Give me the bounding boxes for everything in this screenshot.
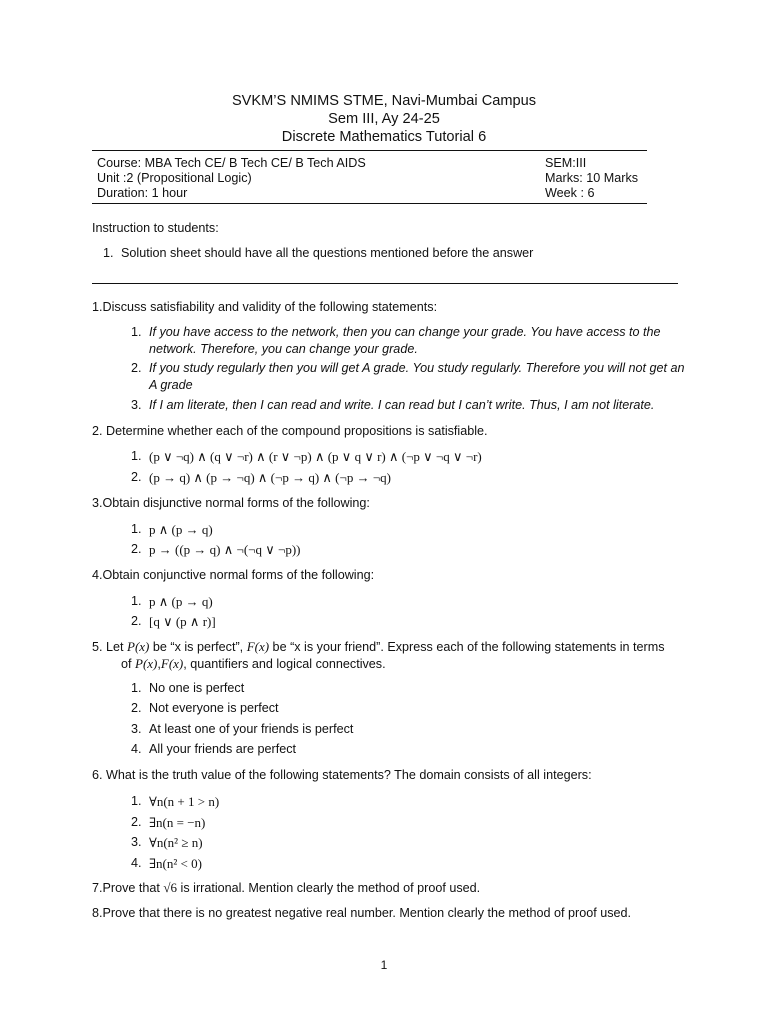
page-number: 1 — [380, 958, 388, 972]
info-course: Course: MBA Tech CE/ B Tech CE/ B Tech AIDS — [97, 156, 366, 170]
list-number: 2. — [131, 815, 142, 829]
statement-text: Not everyone is perfect — [149, 701, 279, 715]
question-2: 2. Determine whether each of the compound propositions is satisfiable. — [92, 424, 488, 438]
question-3: 3.Obtain disjunctive normal forms of the following: — [92, 496, 370, 510]
header-top-rule — [92, 150, 647, 151]
list-number: 2. — [131, 470, 142, 484]
instruction-number: 1. — [103, 246, 114, 260]
statement-text: No one is perfect — [149, 681, 245, 695]
formula: ∀n(n² ≥ n) — [149, 835, 203, 850]
info-marks: Marks: 10 Marks — [545, 171, 639, 185]
question-5: 5. Let P(x) be “x is perfect”, F(x) be “x is your friend”. Express each of the following statements in terms — [92, 639, 665, 654]
document-title-institute: SVKM’S NMIMS STME, Navi-Mumbai Campus — [231, 93, 537, 109]
list-number: 2. — [131, 701, 142, 715]
document-title-tutorial: Discrete Mathematics Tutorial 6 — [281, 129, 487, 145]
question-7: 7.Prove that √6 is irrational. Mention clearly the method of proof used. — [92, 880, 481, 895]
formula: ∀n(n + 1 > n) — [149, 794, 220, 809]
formula: p → ((p → q) ∧ ¬(¬q ∨ ¬p)) — [149, 542, 301, 557]
info-week: Week : 6 — [545, 186, 595, 200]
list-number: 2. — [131, 614, 142, 628]
statement-text: All your friends are perfect — [149, 742, 296, 756]
question-8: 8.Prove that there is no greatest negative real number. Mention clearly the method of proof used. — [92, 906, 632, 920]
list-number: 1. — [131, 681, 142, 695]
list-number: 1. — [131, 522, 142, 536]
list-number: 3. — [131, 398, 142, 412]
list-number: 3. — [131, 835, 142, 849]
instructions-heading: Instruction to students: — [92, 221, 219, 235]
question-1: 1.Discuss satisfiability and validity of the following statements: — [92, 300, 438, 314]
statement-text: At least one of your friends is perfect — [149, 722, 354, 736]
document-title-semester: Sem III, Ay 24-25 — [328, 111, 440, 127]
question-6: 6. What is the truth value of the following statements? The domain consists of all integers: — [92, 768, 592, 782]
info-sem: SEM:III — [545, 156, 587, 170]
info-duration: Duration: 1 hour — [97, 186, 188, 200]
formula: p ∧ (p → q) — [149, 522, 213, 537]
list-number: 1. — [131, 449, 142, 463]
formula: (p ∨ ¬q) ∧ (q ∨ ¬r) ∧ (r ∨ ¬p) ∧ (p ∨ q ∨ r) ∧ (¬p ∨ ¬q ∨ ¬r) — [149, 449, 482, 464]
list-number: 1. — [131, 325, 142, 339]
list-number: 4. — [131, 742, 142, 756]
square-root-expression: √6 — [163, 880, 178, 895]
list-number: 3. — [131, 722, 142, 736]
formula: (p → q) ∧ (p → ¬q) ∧ (¬p → q) ∧ (¬p → ¬q) — [149, 470, 392, 485]
formula: ∃n(n² < 0) — [149, 856, 202, 871]
list-number: 1. — [131, 794, 142, 808]
question-5-continued: of P(x),F(x), quantifiers and logical connectives. — [121, 656, 386, 671]
instruction-item: Solution sheet should have all the questions mentioned before the answer — [121, 246, 534, 260]
formula: p ∧ (p → q) — [149, 594, 213, 609]
statement-text: If I am literate, then I can read and write. I can read but I can’t write. Thus, I am not literate. — [149, 398, 655, 412]
list-number: 2. — [131, 542, 142, 556]
statement-text: If you study regularly then you will get A grade. You study regularly. Therefore you will not get an A grade — [149, 361, 685, 392]
section-divider — [92, 283, 678, 284]
header-bottom-rule — [92, 203, 647, 204]
list-number: 1. — [131, 594, 142, 608]
formula: [q ∨ (p ∧ r)] — [149, 614, 216, 629]
question-4: 4.Obtain conjunctive normal forms of the following: — [92, 568, 375, 582]
list-number: 4. — [131, 856, 142, 870]
info-unit: Unit :2 (Propositional Logic) — [97, 171, 252, 185]
list-number: 2. — [131, 361, 142, 375]
formula: ∃n(n = −n) — [149, 815, 206, 830]
statement-text: If you have access to the network, then you can change your grade. You have access to the network. Therefore, you can change your grade. — [149, 325, 661, 356]
